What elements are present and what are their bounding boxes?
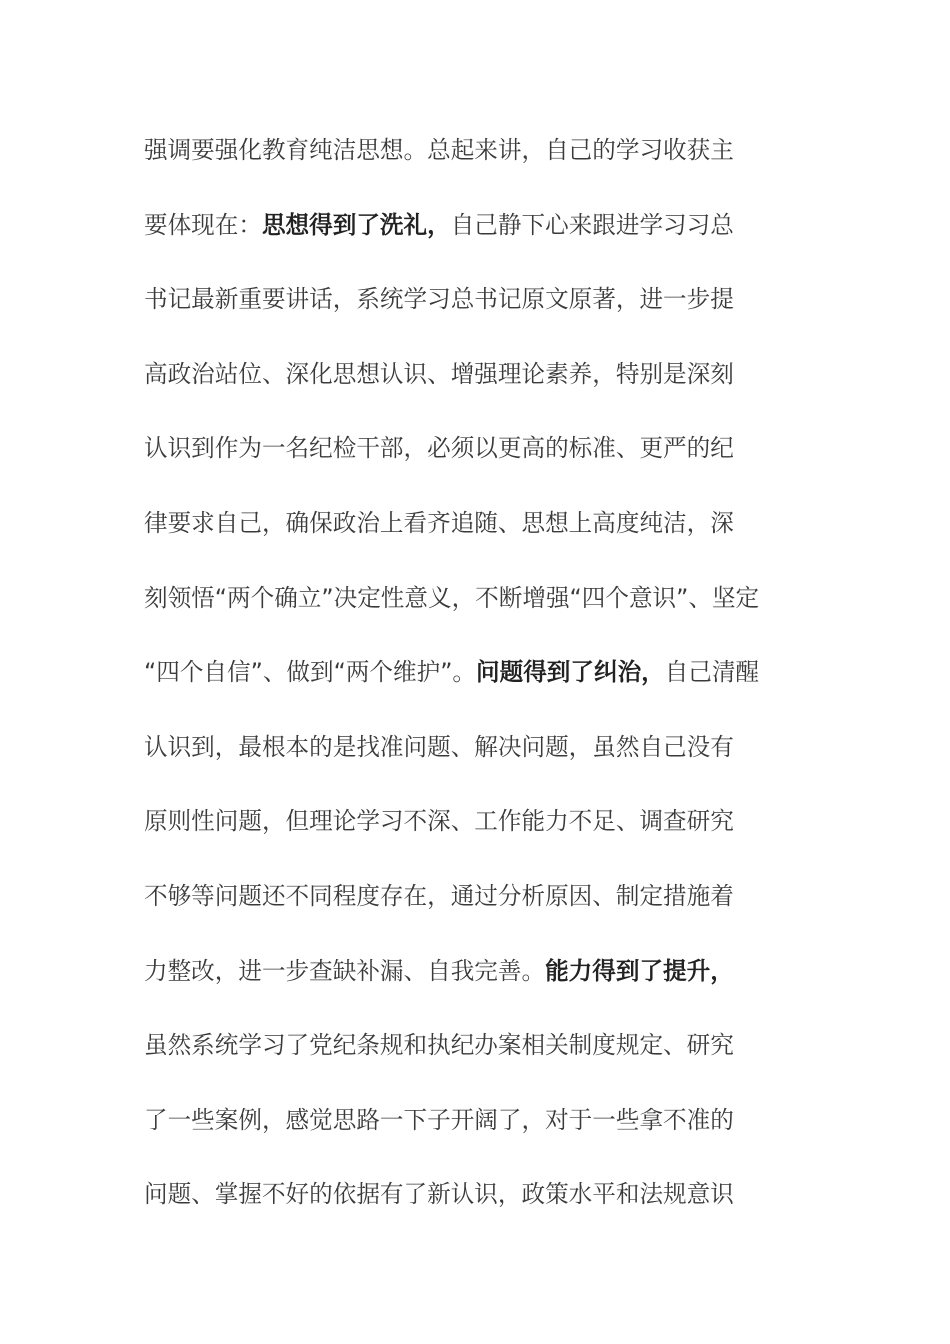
text-segment: 自己清醒 [664,658,760,687]
text-segment: 问题、掌握不好的依据有了新认识，政策水平和法规意识 [144,1180,734,1209]
text-line [144,951,734,991]
text-line [144,801,734,841]
text-segment: 认识到，最根本的是找准问题、解决问题，虽然自己没有 [144,732,734,761]
text-segment: 书记最新重要讲话，系统学习总书记原文原著，进一步提 [144,285,734,314]
text-segment: 了一些案例，感觉思路一下子开阔了，对于一些拿不准的 [144,1105,734,1134]
text-line [144,130,734,170]
text-line [144,428,734,468]
text-line [144,1100,734,1140]
text-segment: “四个自信”、做到“两个维护”。 [144,658,477,687]
text-segment: 原则性问题，但理论学习不深、工作能力不足、调查研究 [144,807,734,836]
text-segment: 刻领悟“两个确立”决定性意义，不断增强“四个意识”、坚定 [144,583,760,612]
text-line [144,652,759,692]
bold-heading-phrase: 问题得到了纠治， [476,658,665,687]
text-segment: 认识到作为一名纪检干部，必须以更高的标准、更严的纪 [144,434,734,463]
text-line [144,578,759,618]
text-line [144,279,734,319]
text-segment: 律要求自己，确保政治上看齐追随、思想上高度纯洁，深 [144,509,734,537]
text-line [144,1174,734,1214]
text-segment: 强调要强化教育纯洁思想。总起来讲，自己的学习收获主 [144,136,734,164]
text-line [144,205,734,245]
text-line [144,876,734,916]
text-segment: 力整改，进一步查缺补漏、自我完善。 [144,956,546,985]
text-line [144,727,734,767]
bold-heading-phrase: 思想得到了洗礼， [261,210,451,239]
text-line [144,354,734,394]
text-segment: 虽然系统学习了党纪条规和执纪办案相关制度规定、研究 [144,1031,734,1060]
text-segment: 高政治站位、深化思想认识、增强理论素养，特别是深刻 [144,359,734,388]
text-segment: 不够等问题还不同程度存在，通过分析原因、制定措施着 [144,882,734,910]
text-line [144,1025,734,1065]
text-segment: 自己静下心来跟进学习习总 [450,210,734,239]
text-segment: 要体现在： [144,210,262,239]
text-line [144,503,734,543]
bold-heading-phrase: 能力得到了提升， [545,956,734,985]
